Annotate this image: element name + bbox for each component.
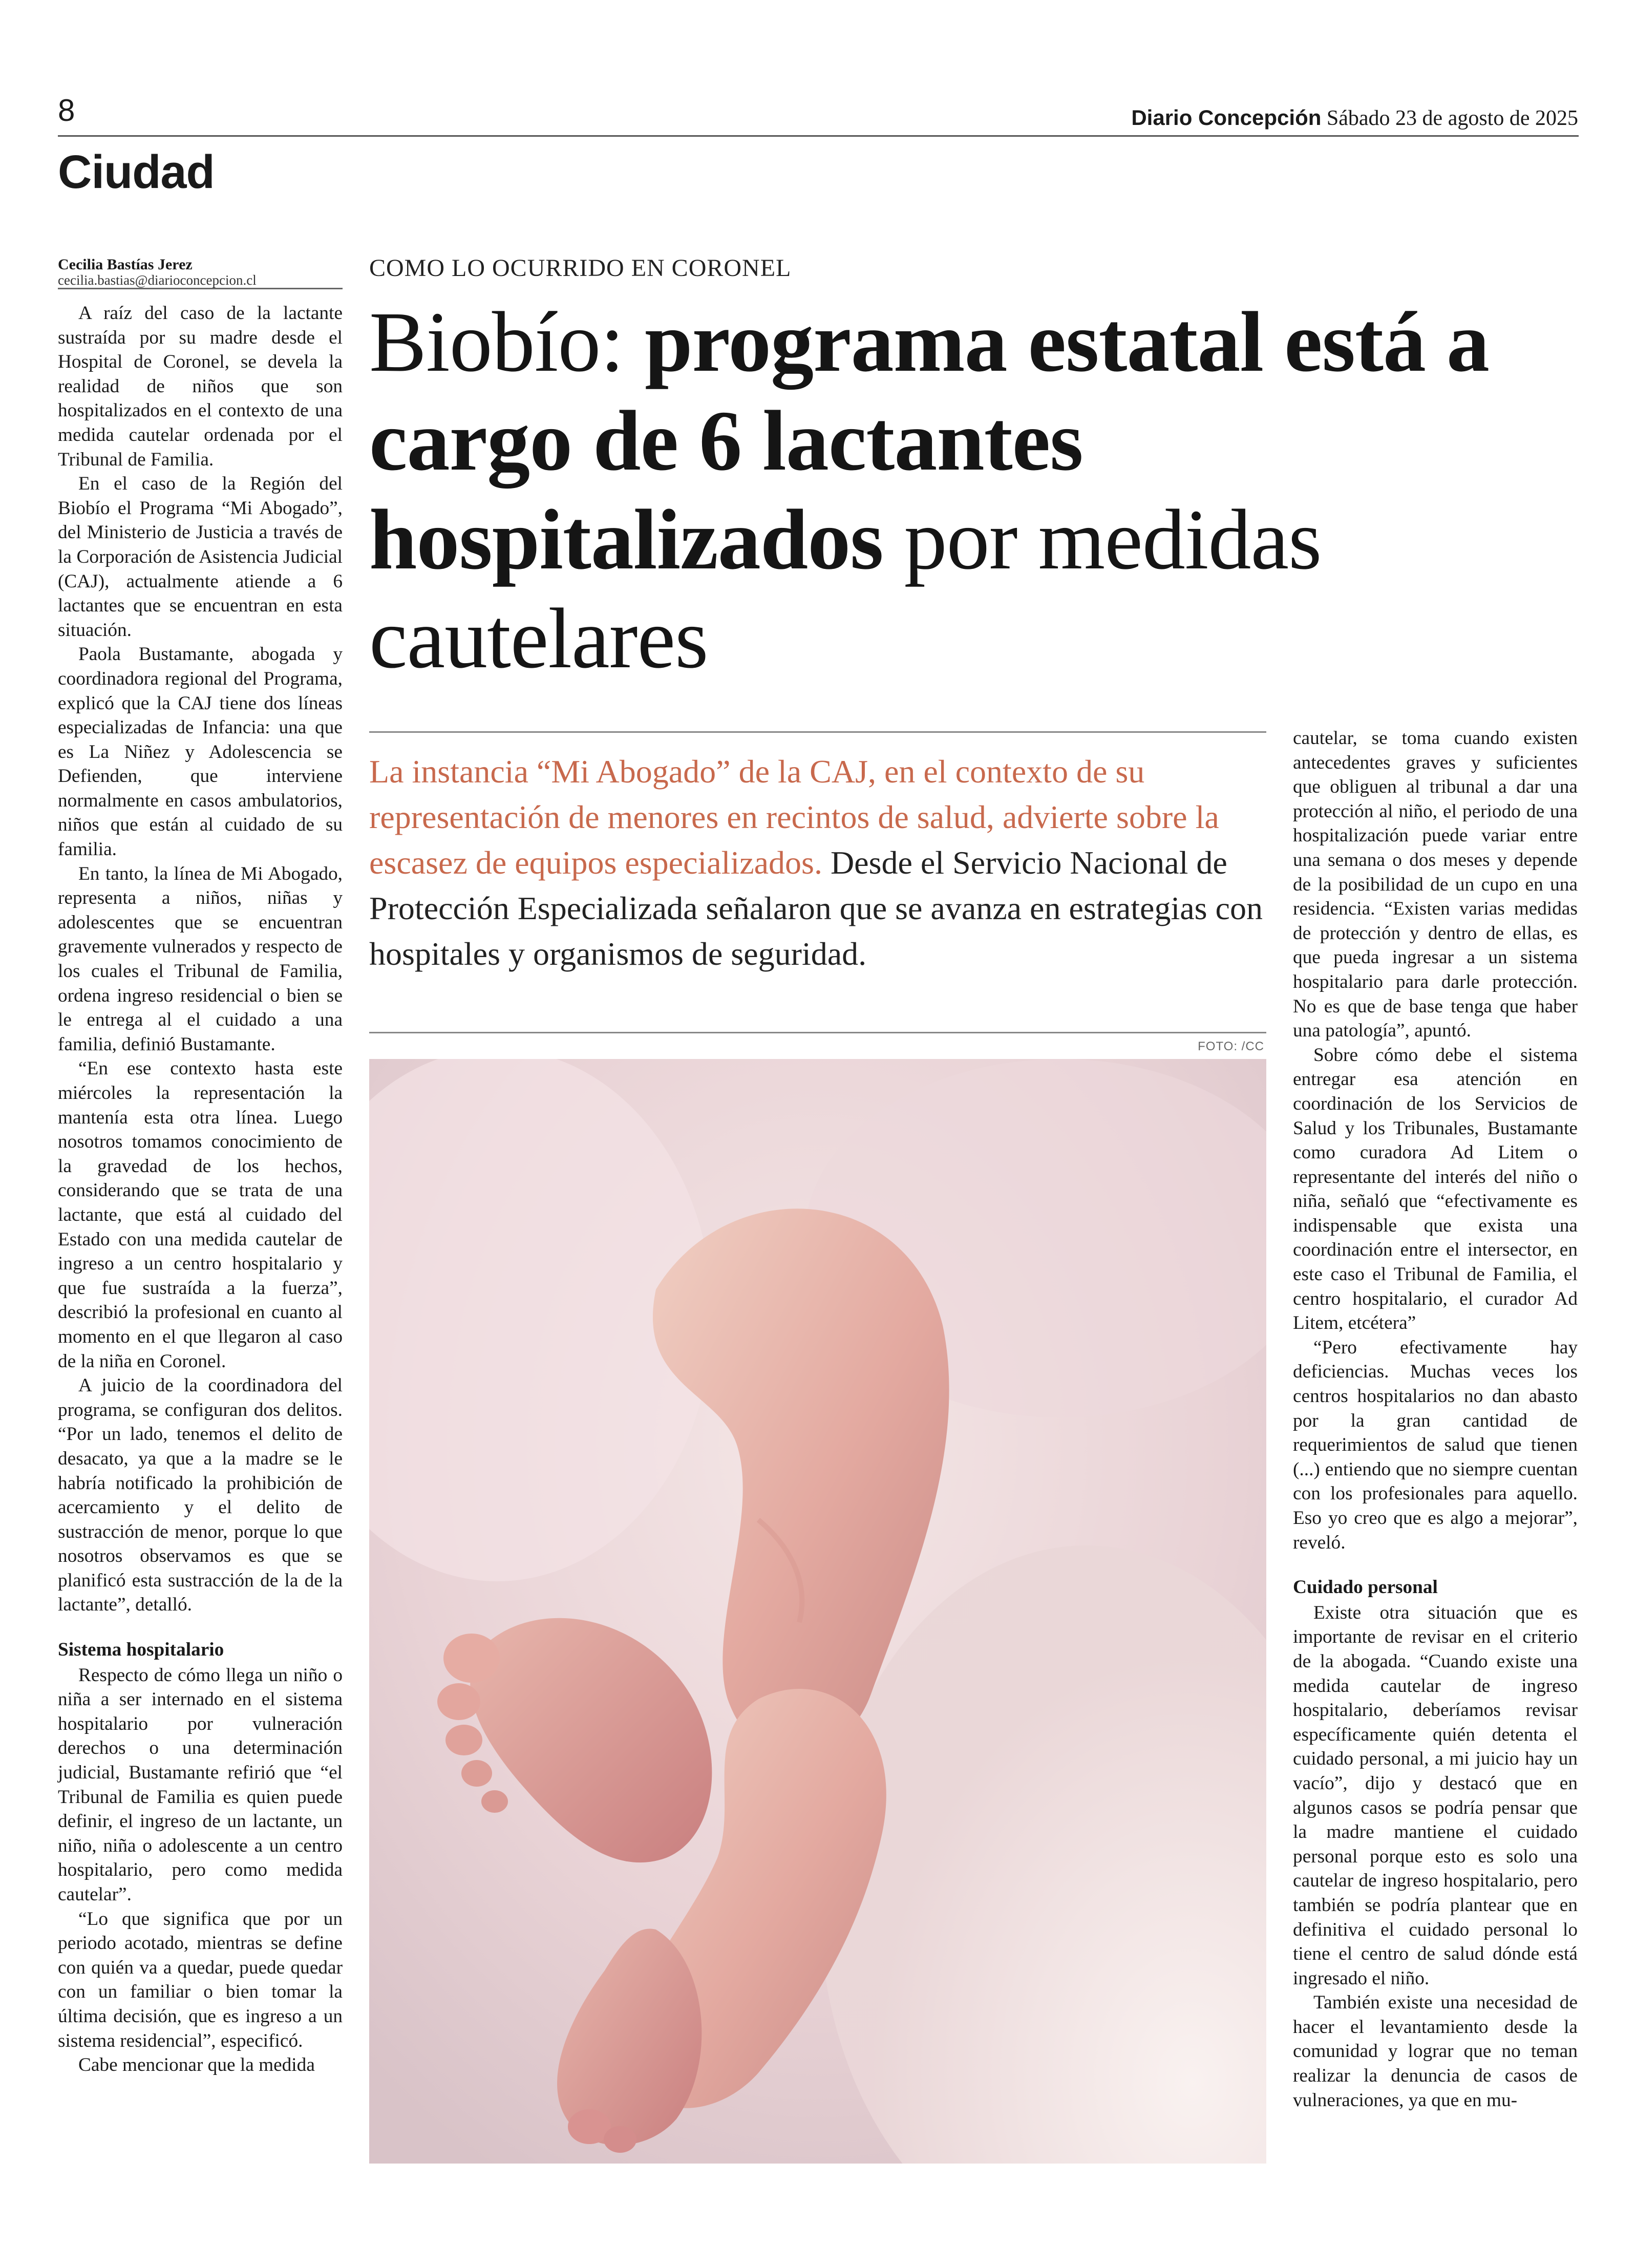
- headline: [369, 293, 1562, 688]
- byline: [58, 256, 343, 288]
- paragraph: Respecto de cómo llega un niño o niña a ser internado en el sistema hospitalario por vulneración derechos o una determinación judicial, Bustamante refirió que “el Tribunal de Familia es quien puede definir, el ingreso de un lactante, un niño, niña o adolescente a un centro hospitalario, pero como medida cautelar”.: [58, 1664, 343, 1905]
- body-column-right: [1293, 726, 1578, 2112]
- section-title: Ciudad: [58, 146, 215, 198]
- paragraph: En tanto, la línea de Mi Abogado, representa a niños, niñas y adolescentes que se encuentran gravemente vulnerados y respecto de los cuales el Tribunal de Familia, ordena ingreso residencial o bien se le entrega al el cuidado a una familia, definió Bustamante.: [58, 863, 343, 1055]
- paragraph: En el caso de la Región del Biobío el Programa “Mi Abogado”, del Ministerio de Justicia a través de la Corporación de Asistencia Judicial (CAJ), actualmente atiende a 6 lactantes que se encuentran en esta situación.: [58, 473, 343, 641]
- baby-feet-photo: [369, 1059, 1266, 2164]
- paragraph: Cabe mencionar que la medida: [78, 2054, 315, 2076]
- byline-rule: [58, 288, 343, 289]
- lead-rule-bottom: [369, 1032, 1266, 1033]
- lead-rest: Desde el Servicio Nacional de Protección Especializada señalaron que se avanza en estrategias con hospitales y organismos de seguridad.: [369, 844, 1263, 972]
- headline-bold: programa estatal está a cargo de 6 lactantes hospitalizados: [369, 294, 1489, 587]
- author-name: Cecilia Bastías Jerez: [58, 256, 193, 273]
- page-number: 8: [58, 93, 75, 128]
- paragraph: También existe una necesidad de hacer el levantamiento desde la comunidad y lograr que no teman realizar la denuncia de casos de vulneraciones, ya que en mu-: [1293, 1992, 1578, 2111]
- lead-rule-top: [369, 731, 1266, 733]
- photo-credit: FOTO: /CC: [1198, 1040, 1264, 1053]
- headline-light: por medidas cautelares: [369, 492, 1322, 686]
- paragraph: “Pero efectivamente hay deficiencias. Muchas veces los centros hospitalarios no dan abasto por la gran cantidad de requerimientos de salud que tienen (...) entiendo que no siempre cuentan con los profesionales para aquello. Eso yo creo que es algo a mejorar”, reveló.: [1293, 1337, 1578, 1553]
- headline-light: Biobío:: [369, 294, 645, 390]
- paragraph: Paola Bustamante, abogada y coordinadora regional del Programa, explicó que la CAJ tiene dos líneas especializadas de Infancia: una que es La Niñez y Adolescencia se Defienden, que interviene normalmente en casos ambulatorios, niños que están al cuidado de su familia.: [58, 644, 343, 860]
- masthead: [1131, 105, 1578, 131]
- author-email: cecilia.bastias@diarioconcepcion.cl: [58, 272, 257, 288]
- subheading: Cuidado personal: [1293, 1577, 1438, 1598]
- header-rule: [58, 135, 1579, 137]
- paragraph: Sobre cómo debe el sistema entregar esa atención en coordinación de los Servicios de Salud y los Tribunales, Bustamante como curadora Ad Litem o representante del interés del niño o niña, señaló que “efectivamente es indispensable que exista una coordinación entre el intersector, en este caso el Tribunal de Familia, el centro hospitalario, el curador Ad Litem, etcétera”: [1293, 1044, 1578, 1334]
- subheading: Sistema hospitalario: [58, 1639, 224, 1661]
- lead-accent: La instancia “Mi Abogado” de la CAJ, en el contexto de su representación de menores en recintos de salud, advierte sobre la escasez de equipos especializados.: [369, 753, 1219, 881]
- kicker: COMO LO OCURRIDO EN CORONEL: [369, 255, 792, 282]
- paragraph: A juicio de la coordinadora del programa, se configuran dos delitos. “Por un lado, tenemos el delito de desacato, ya que a la madre se le habría notificado la prohibición de acercamiento y el delito de sustracción de menor, porque lo que nosotros observamos es que se planificó esta sustracción de la de la lactante”, detalló.: [58, 1375, 343, 1616]
- lead-paragraph: [369, 749, 1266, 977]
- paragraph: “En ese contexto hasta este miércoles la representación la mantenía esta otra línea. Luego nosotros tomamos conocimiento de la gravedad de los hechos, considerando que se trata de una lactante, que está al cuidado del Estado con una medida cautelar de ingreso a un centro hospitalario y que fue sustraída a la fuerza”, describió la profesional en cuanto al momento en el que llegaron al caso de la niña en Coronel.: [58, 1058, 343, 1372]
- body-column-left: [58, 301, 343, 2078]
- photo-illustration: [369, 1059, 1266, 2164]
- publication-name: Diario Concepción: [1131, 105, 1322, 130]
- paragraph: Existe otra situación que es importante de revisar en el criterio de la abogada. “Cuando existe una medida cautelar de ingreso hospitalario, deberíamos revisar específicamente quién detenta el cuidado personal, a mi juicio hay un vacío”, dijo y destacó que en algunos casos se podría pensar que la madre mantiene el cuidado personal porque esto es solo una cautelar de ingreso hospitalario, pero también se podría plantear que en definitiva el cuidado personal lo tiene el centro de salud dónde está ingresado el niño.: [1293, 1602, 1578, 1989]
- paragraph: cautelar, se toma cuando existen antecedentes graves y suficientes que obliguen al tribunal a dar una protección al niño, el periodo de una hospitalización puede variar entre una semana o dos meses y depende de la posibilidad de un cupo en una residencia. “Existen varias medidas de protección y dentro de ellas, es que pueda ingresar a un sistema hospitalario para darle protección. No es que de base tenga que haber una patología”, apuntó.: [1293, 728, 1578, 1042]
- issue-date: Sábado 23 de agosto de 2025: [1326, 107, 1578, 130]
- paragraph: A raíz del caso de la lactante sustraída por su madre desde el Hospital de Coronel, se devela la realidad de niños que son hospitalizados en el contexto de una medida cautelar ordenada por el Tribunal de Familia.: [58, 303, 343, 470]
- paragraph: “Lo que significa que por un periodo acotado, mientras se define con quién va a quedar, puede quedar con un familiar o bien tomar la última decisión, que es ingreso a un sistema residencial”, especificó.: [58, 1908, 343, 2051]
